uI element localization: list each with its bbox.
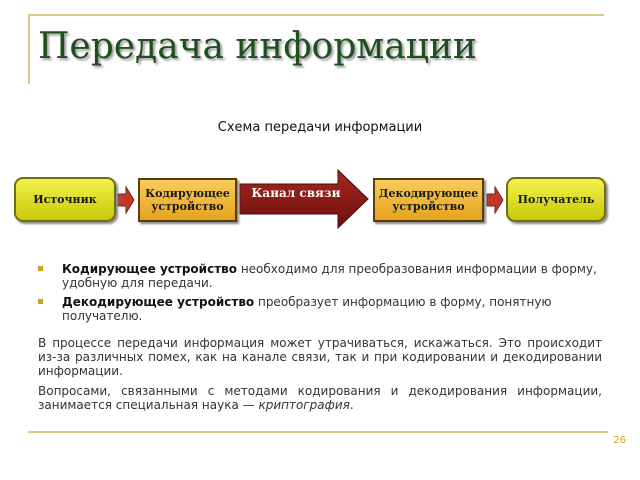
receiver-label: Получатель [517,193,595,206]
bullet-square-icon [38,299,43,304]
decoder-node [373,178,484,222]
arrow-decoder-to-receiver [487,187,503,213]
bullet-square-icon [38,266,43,271]
paragraph-cryptography-text: Вопросами, связанными с методами кодирования и декодирования информации, занимается специальная наука — [38,384,602,412]
bullet-decoder [38,295,602,323]
paragraph-cryptography-end: . [349,398,354,412]
receiver-node [506,177,606,222]
source-label: Источник [33,193,97,206]
decoder-label-line1: Декодирующее [378,187,479,200]
page-number: 26 [613,435,626,446]
source-node [14,177,116,222]
bullet-list [38,262,602,328]
encoder-label-line1: Кодирующее [145,187,230,200]
cryptography-term: криптография [258,398,350,412]
bullet-decoder-term: Декодирующее устройство [62,295,255,309]
slide-title: Передача информации [38,26,477,67]
bullet-decoder-text: преобразует информацию в форму, понятную получателю. [62,295,552,323]
decoder-label-line2: устройство [392,200,465,213]
paragraph-losses: В процессе передачи информация может утрачиваться, искажаться. Это происходит из-за различных помех, как на канале связи, так и при кодировании и декодировании информации. [38,336,602,378]
diagram-caption: Схема передачи информации [217,120,423,135]
encoder-node [138,178,237,222]
arrow-source-to-encoder [118,187,134,213]
bullet-encoder-text: необходимо для преобразования информации в форму, удобную для передачи. [62,262,597,290]
bullet-encoder-term: Кодирующее устройство [62,262,237,276]
paragraph-cryptography [38,384,602,412]
channel-label: Канал связи [251,186,341,200]
bullet-encoder [38,262,602,290]
encoder-label-line2: устройство [151,200,224,213]
